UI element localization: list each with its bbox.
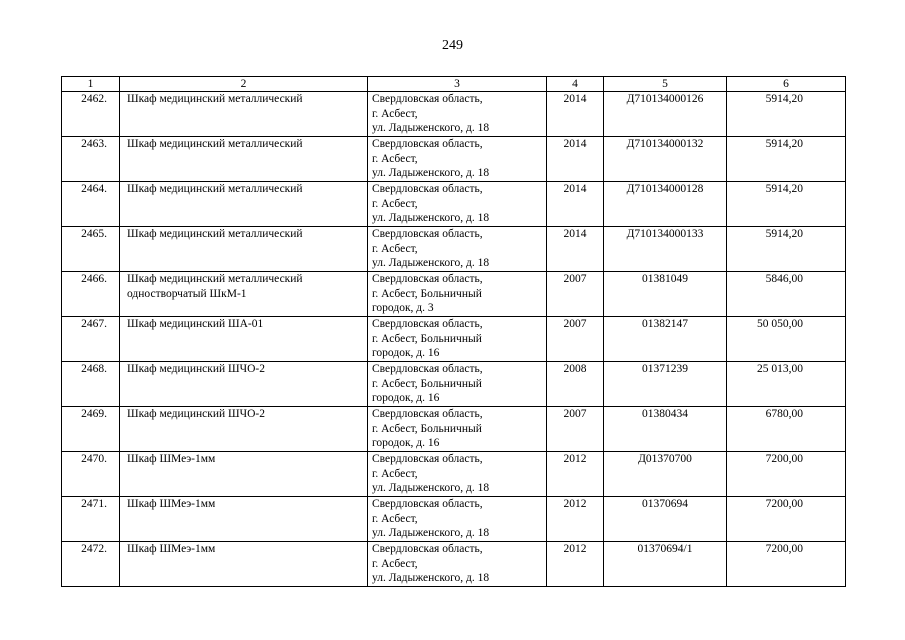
item-address-line: Свердловская область, (372, 318, 483, 330)
item-year: 2012 (547, 542, 604, 587)
item-name-line: Шкаф медицинский металлический (127, 228, 303, 240)
item-address (368, 272, 547, 317)
item-address-line: г. Асбест, (372, 512, 418, 525)
item-address-line: Свердловская область, (372, 453, 483, 465)
item-inventory-number: 01380434 (604, 407, 727, 452)
item-address-line: городок, д. 3 (372, 302, 434, 314)
item-address-line: городок, д. 16 (372, 347, 440, 359)
item-cost: 7200,00 (727, 542, 846, 587)
item-inventory-number: 01371239 (604, 362, 727, 407)
item-address-line: ул. Ладыженского, д. 18 (372, 257, 490, 269)
item-cost: 5914,20 (727, 92, 846, 137)
table-row (62, 272, 846, 317)
item-address-line: г. Асбест, (372, 107, 418, 120)
table-row (62, 407, 846, 452)
item-address-line: Свердловская область, (372, 93, 483, 105)
item-name (120, 272, 368, 317)
item-name-line: Шкаф медицинский ШЧО-2 (127, 363, 265, 375)
row-number: 2463. (62, 137, 120, 182)
row-number: 2469. (62, 407, 120, 452)
item-name (120, 542, 368, 587)
item-year: 2008 (547, 362, 604, 407)
item-address-line: Свердловская область, (372, 363, 483, 375)
item-address-line: ул. Ладыженского, д. 18 (372, 167, 490, 179)
item-address-line: Свердловская область, (372, 228, 483, 240)
item-year: 2007 (547, 317, 604, 362)
item-cost: 50 050,00 (727, 317, 846, 362)
page-number: 249 (442, 38, 463, 53)
item-name-line: Шкаф медицинский ША-01 (127, 318, 264, 330)
item-address-line: ул. Ладыженского, д. 18 (372, 482, 490, 494)
item-address-line: г. Асбест, Больничный (372, 332, 482, 345)
item-year: 2012 (547, 497, 604, 542)
item-name-line: Шкаф медицинский металлический (127, 93, 303, 105)
item-name (120, 362, 368, 407)
item-address-line: г. Асбест, Больничный (372, 422, 482, 435)
table-row (62, 542, 846, 587)
item-name-line: Шкаф медицинский металлический (127, 138, 303, 150)
item-address-line: Свердловская область, (372, 408, 483, 420)
item-inventory-number: Д710134000132 (604, 137, 727, 182)
item-cost: 5914,20 (727, 137, 846, 182)
item-address-line: г. Асбест, (372, 557, 418, 570)
item-inventory-number: Д710134000133 (604, 227, 727, 272)
table-row (62, 227, 846, 272)
item-cost: 7200,00 (727, 497, 846, 542)
item-address-line: г. Асбест, (372, 197, 418, 210)
row-number: 2466. (62, 272, 120, 317)
item-inventory-number: 01370694 (604, 497, 727, 542)
table-row (62, 362, 846, 407)
item-name (120, 182, 368, 227)
item-address-line: г. Асбест, Больничный (372, 287, 482, 300)
item-inventory-number: Д01370700 (604, 452, 727, 497)
item-address (368, 452, 547, 497)
item-year: 2007 (547, 407, 604, 452)
item-inventory-number: 01370694/1 (604, 542, 727, 587)
item-address-line: г. Асбест, (372, 242, 418, 255)
item-address (368, 542, 547, 587)
row-number: 2465. (62, 227, 120, 272)
item-name (120, 137, 368, 182)
item-address (368, 497, 547, 542)
item-cost: 6780,00 (727, 407, 846, 452)
item-name-line: одностворчатый ШкМ-1 (127, 287, 247, 300)
item-address-line: ул. Ладыженского, д. 18 (372, 122, 490, 134)
row-number: 2464. (62, 182, 120, 227)
item-address (368, 362, 547, 407)
item-name (120, 317, 368, 362)
table-row (62, 497, 846, 542)
table-row (62, 137, 846, 182)
table-row (62, 452, 846, 497)
item-inventory-number: Д710134000128 (604, 182, 727, 227)
item-name (120, 227, 368, 272)
property-table (61, 76, 846, 587)
item-name-line: Шкаф медицинский металлический (127, 183, 303, 195)
header-row (62, 77, 846, 92)
item-address-line: г. Асбест, Больничный (372, 377, 482, 390)
item-inventory-number: 01382147 (604, 317, 727, 362)
item-address (368, 92, 547, 137)
item-name (120, 497, 368, 542)
item-address (368, 137, 547, 182)
item-name (120, 452, 368, 497)
row-number: 2471. (62, 497, 120, 542)
item-name-line: Шкаф ШМеэ-1мм (127, 543, 216, 555)
row-number: 2462. (62, 92, 120, 137)
item-cost: 7200,00 (727, 452, 846, 497)
item-name (120, 407, 368, 452)
item-year: 2012 (547, 452, 604, 497)
item-address (368, 182, 547, 227)
item-year: 2014 (547, 182, 604, 227)
item-name-line: Шкаф медицинский металлический (127, 273, 303, 285)
header-col-6: 6 (727, 77, 846, 92)
item-cost: 5914,20 (727, 227, 846, 272)
item-address-line: городок, д. 16 (372, 392, 440, 404)
table-row (62, 92, 846, 137)
header-col-5: 5 (604, 77, 727, 92)
item-address-line: Свердловская область, (372, 543, 483, 555)
item-address-line: г. Асбест, (372, 467, 418, 480)
item-year: 2007 (547, 272, 604, 317)
item-year: 2014 (547, 137, 604, 182)
item-name-line: Шкаф ШМеэ-1мм (127, 498, 216, 510)
item-cost: 5914,20 (727, 182, 846, 227)
table-body (62, 92, 846, 587)
row-number: 2472. (62, 542, 120, 587)
item-address-line: Свердловская область, (372, 273, 483, 285)
item-address-line: городок, д. 16 (372, 437, 440, 449)
item-address-line: ул. Ладыженского, д. 18 (372, 572, 490, 584)
item-year: 2014 (547, 227, 604, 272)
item-name (120, 92, 368, 137)
item-address (368, 227, 547, 272)
item-inventory-number: Д710134000126 (604, 92, 727, 137)
header-col-2: 2 (120, 77, 368, 92)
item-cost: 25 013,00 (727, 362, 846, 407)
table-row (62, 182, 846, 227)
item-year: 2014 (547, 92, 604, 137)
item-address-line: Свердловская область, (372, 498, 483, 510)
item-address-line: г. Асбест, (372, 152, 418, 165)
item-name-line: Шкаф ШМеэ-1мм (127, 453, 216, 465)
row-number: 2468. (62, 362, 120, 407)
item-address-line: ул. Ладыженского, д. 18 (372, 527, 490, 539)
item-inventory-number: 01381049 (604, 272, 727, 317)
table-row (62, 317, 846, 362)
item-address-line: ул. Ладыженского, д. 18 (372, 212, 490, 224)
item-address (368, 407, 547, 452)
row-number: 2470. (62, 452, 120, 497)
item-address-line: Свердловская область, (372, 183, 483, 195)
header-col-4: 4 (547, 77, 604, 92)
header-col-1: 1 (62, 77, 120, 92)
item-cost: 5846,00 (727, 272, 846, 317)
item-address (368, 317, 547, 362)
row-number: 2467. (62, 317, 120, 362)
item-name-line: Шкаф медицинский ШЧО-2 (127, 408, 265, 420)
item-address-line: Свердловская область, (372, 138, 483, 150)
header-col-3: 3 (368, 77, 547, 92)
